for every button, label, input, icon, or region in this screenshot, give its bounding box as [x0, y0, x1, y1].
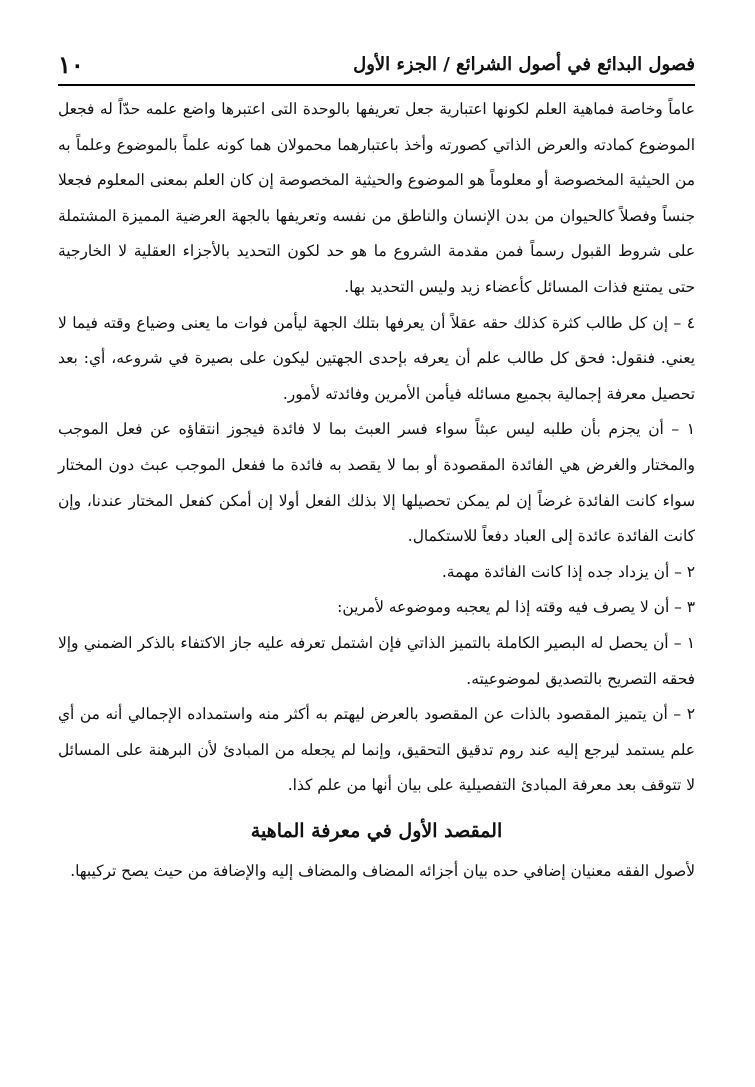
paragraph: ١ – أن يحصل له البصير الكاملة بالتميز الذاتي فإن اشتمل تعرفه عليه جاز الاكتفاء بالذكر الضمني وإلا فحقه التصريح بالتصديق لموضوعيته. — [58, 633, 695, 688]
paragraph: ٤ – إن كل طالب كثرة كذلك حقه عقلاً أن يعرفها بتلك الجهة ليأمن فوات ما يعنى وضياع وقته فيما لا يعني. فنقول: فحق كل طالب علم أن يعرفه بإحدى الجهتين ليكون على بصيرة في شروعه، أي: بعد تحصيل معرفة إجمالية بجميع مسائله فيأمن الأمرين وفائدته لأمور. — [58, 313, 695, 403]
paragraph: ١ – أن يجزم بأن طلبه ليس عبثاً سواء فسر العبث بما لا فائدة فيجوز انتقاؤه عن فعل الموجب والمختار والغرض هي الفائدة المقصودة أو بما لا يقصد به فائدة ما ففعل الموجب عبث دون المختار سواء كانت الفائدة غرضاً إن لم يمكن تحصيلها إلا بذلك الفعل أولا إن أمكن كفعل المختار عندنا، وإن كانت الفائدة عائدة إلى العباد دفعاً للاستكمال. — [58, 420, 695, 546]
page-header — [58, 44, 695, 86]
running-title: فصول البدائع في أصول الشرائع / الجزء الأول — [353, 53, 695, 75]
paragraph: ٢ – أن يزداد جده إذا كانت الفائدة مهمة. — [441, 562, 695, 581]
closing-paragraph: لأصول الفقه معنيان إضافي حده بيان أجزائه المضاف والمضاف إليه والإضافة من حيث يصح تركيبها. — [70, 861, 695, 880]
page-number: ١٠ — [58, 49, 84, 79]
section-heading: المقصد الأول في معرفة الماهية — [250, 819, 503, 842]
page-body — [58, 92, 695, 889]
paragraph: ٢ – أن يتميز المقصود بالذات عن المقصود بالعرض ليهتم به أكثر منه واستمداده الإجمالي أنه من أي علم يستمد ليرجع إليه عند روم تدقيق التحقيق، وإنما لم يجعله من المبادئ لأن البرهنة على المسائل لا تتوقف بعد معرفة المبادئ التفصيلية على بيان أنها من علم كذا. — [58, 705, 695, 795]
paragraph: عاماً وخاصة فماهية العلم لكونها اعتبارية جعل تعريفها بالوحدة التى اعتبرها واضع علمه حدّاً له فجعل الموضوع كمادته والعرض الذاتي كصورته وأخذ باعتبارهما محمولان هما كونه علماً بالموضوع وعلماً به من الحيثية المخصوصة أو معلوماً هو الموضوع والحيثية المخصوصة إن كان العلم بمعنى المعلوم فجعلا جنساً وفصلاً كالحيوان من بدن الإنسان والناطق من نفسه وتعريفها بالجهة العرضية المميزة المشتملة على شروط القبول رسماً فمن مقدمة الشروع ما هو حد لكون التحديد بالأجزاء العقلية لا الخارجية حتى يمتنع فذات المسائل كأعضاء زيد وليس التحديد بها. — [58, 100, 695, 296]
paragraph: ٣ – أن لا يصرف فيه وقته إذا لم يعجبه وموضوعه لأمرين: — [337, 598, 695, 617]
